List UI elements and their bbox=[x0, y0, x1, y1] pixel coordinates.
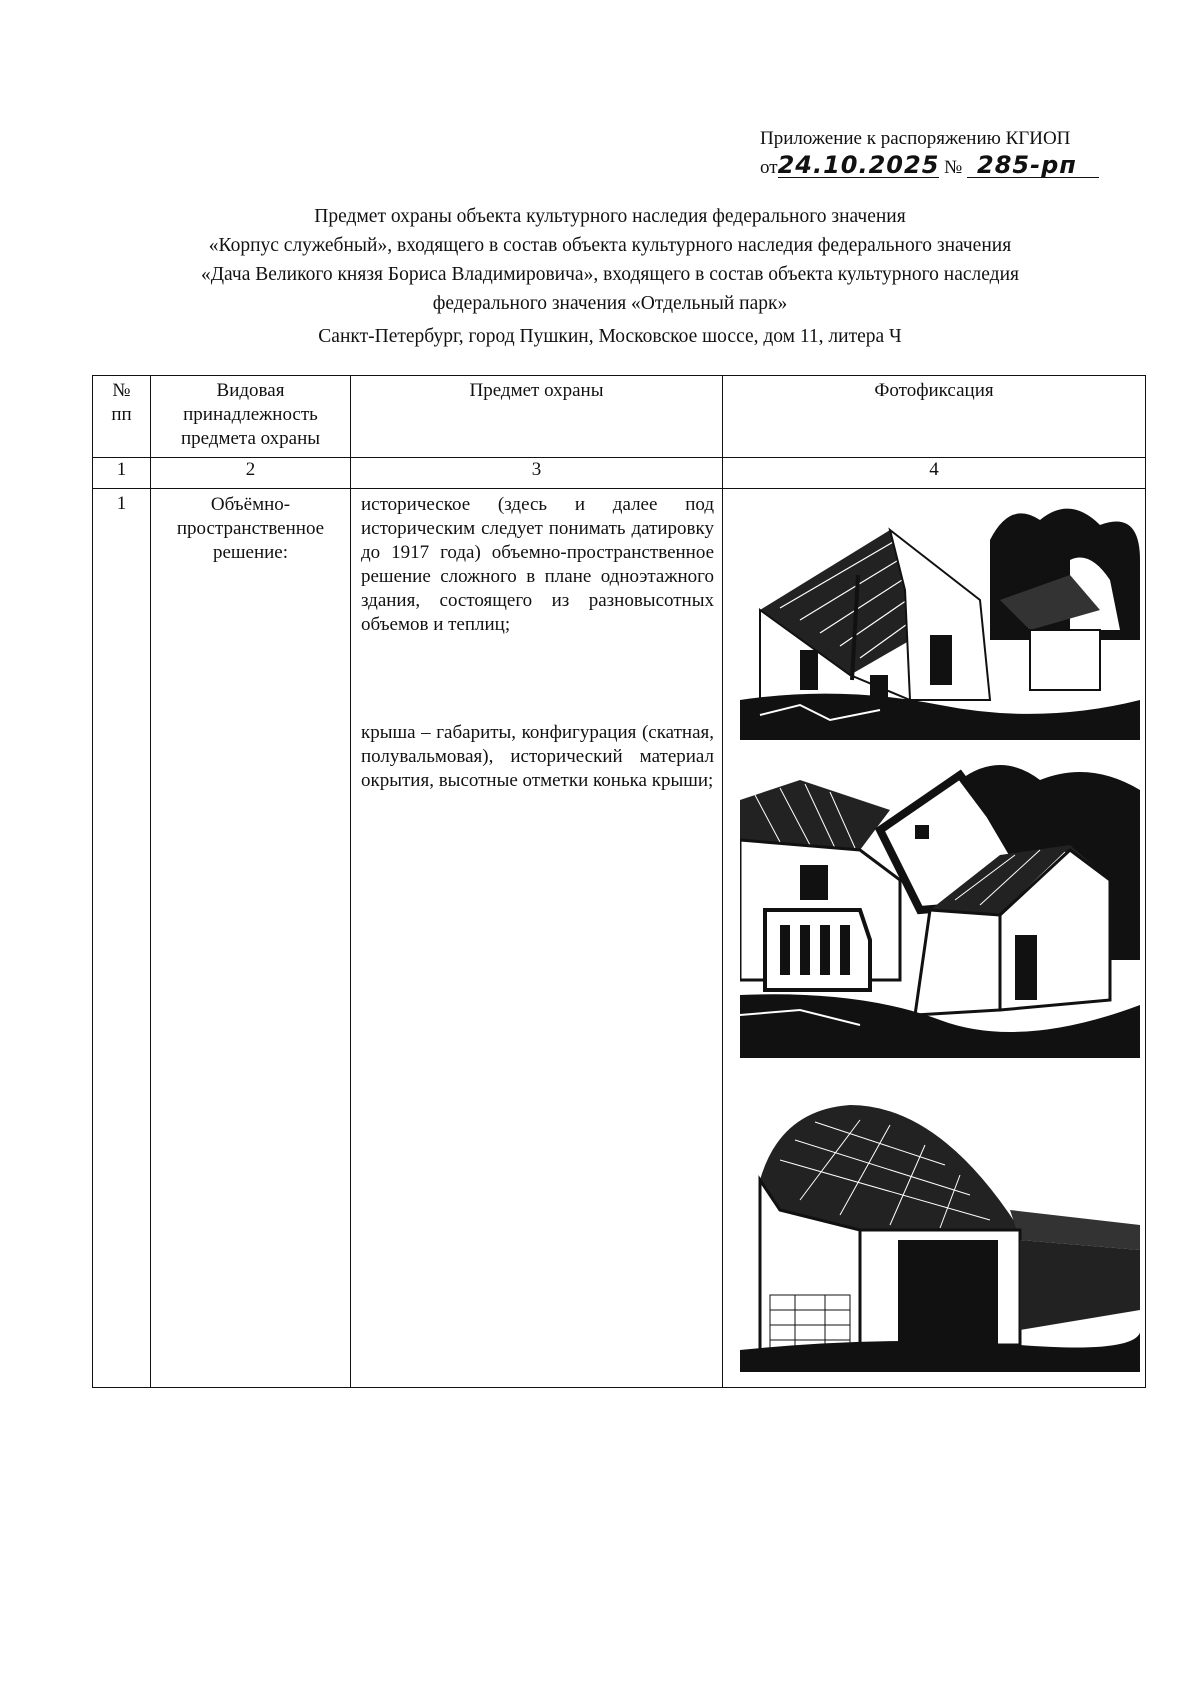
title-line-4: федерального значения «Отдельный парк» bbox=[432, 293, 788, 314]
column-number-2: 2 bbox=[151, 458, 351, 489]
appendix-date-number bbox=[760, 153, 1140, 180]
title-address: Санкт-Петербург, город Пушкин, Московское шоссе, дом 11, литера Ч bbox=[318, 326, 902, 347]
row-type-line-1: Объёмно- bbox=[210, 494, 291, 515]
header-subject: Предмет охраны bbox=[351, 376, 723, 458]
header-type-line-2: принадлежность bbox=[183, 404, 318, 425]
table-header-row bbox=[93, 376, 1146, 458]
appendix-reference bbox=[760, 127, 1140, 180]
appendix-number-sign: № bbox=[944, 157, 963, 178]
appendix-number: 285-рп bbox=[967, 153, 1099, 178]
appendix-prefix: от bbox=[760, 157, 778, 178]
row-number: 1 bbox=[93, 489, 151, 1388]
title-line-2: «Корпус служебный», входящего в состав объекта культурного наследия федерального значения bbox=[208, 235, 1012, 256]
subject-roof-text: крыша – габариты, конфигурация (скатная, полувальмовая), исторический материал окрытия, высотные отметки конька крыши; bbox=[361, 722, 714, 791]
building-photo-3 bbox=[740, 1100, 1140, 1372]
header-photo: Фотофиксация bbox=[723, 376, 1146, 458]
header-number-pp: пп bbox=[111, 404, 132, 425]
column-number-1: 1 bbox=[93, 458, 151, 489]
column-number-row bbox=[93, 458, 1146, 489]
column-number-4: 4 bbox=[723, 458, 1146, 489]
document-title bbox=[90, 202, 1130, 351]
title-line-1: Предмет охраны объекта культурного наследия федерального значения bbox=[314, 206, 906, 227]
header-number-sign: № bbox=[112, 380, 131, 401]
column-number-3: 3 bbox=[351, 458, 723, 489]
row-type-line-3: решение: bbox=[212, 542, 289, 563]
row-subject bbox=[351, 489, 723, 1388]
building-photo-2 bbox=[740, 760, 1140, 1058]
appendix-line: Приложение к распоряжению КГИОП bbox=[760, 128, 1071, 149]
row-type bbox=[151, 489, 351, 1388]
header-number bbox=[93, 376, 151, 458]
building-photo-1 bbox=[740, 500, 1140, 740]
header-type bbox=[151, 376, 351, 458]
header-type-line-3: предмета охраны bbox=[180, 428, 321, 449]
header-type-line-1: Видовая bbox=[216, 380, 285, 401]
title-line-3: «Дача Великого князя Бориса Владимировича», входящего в состав объекта культурного наследия bbox=[201, 264, 1019, 285]
row-type-line-2: пространственное bbox=[176, 518, 325, 539]
subject-volume-text: историческое (здесь и далее под историческим следует понимать датировку до 1917 года) объемно-пространственное решение сложного в плане одноэтажного здания, состоящего из разновысотных объемов и теплиц; bbox=[361, 494, 714, 635]
appendix-date: 24.10.2025 bbox=[777, 151, 940, 179]
